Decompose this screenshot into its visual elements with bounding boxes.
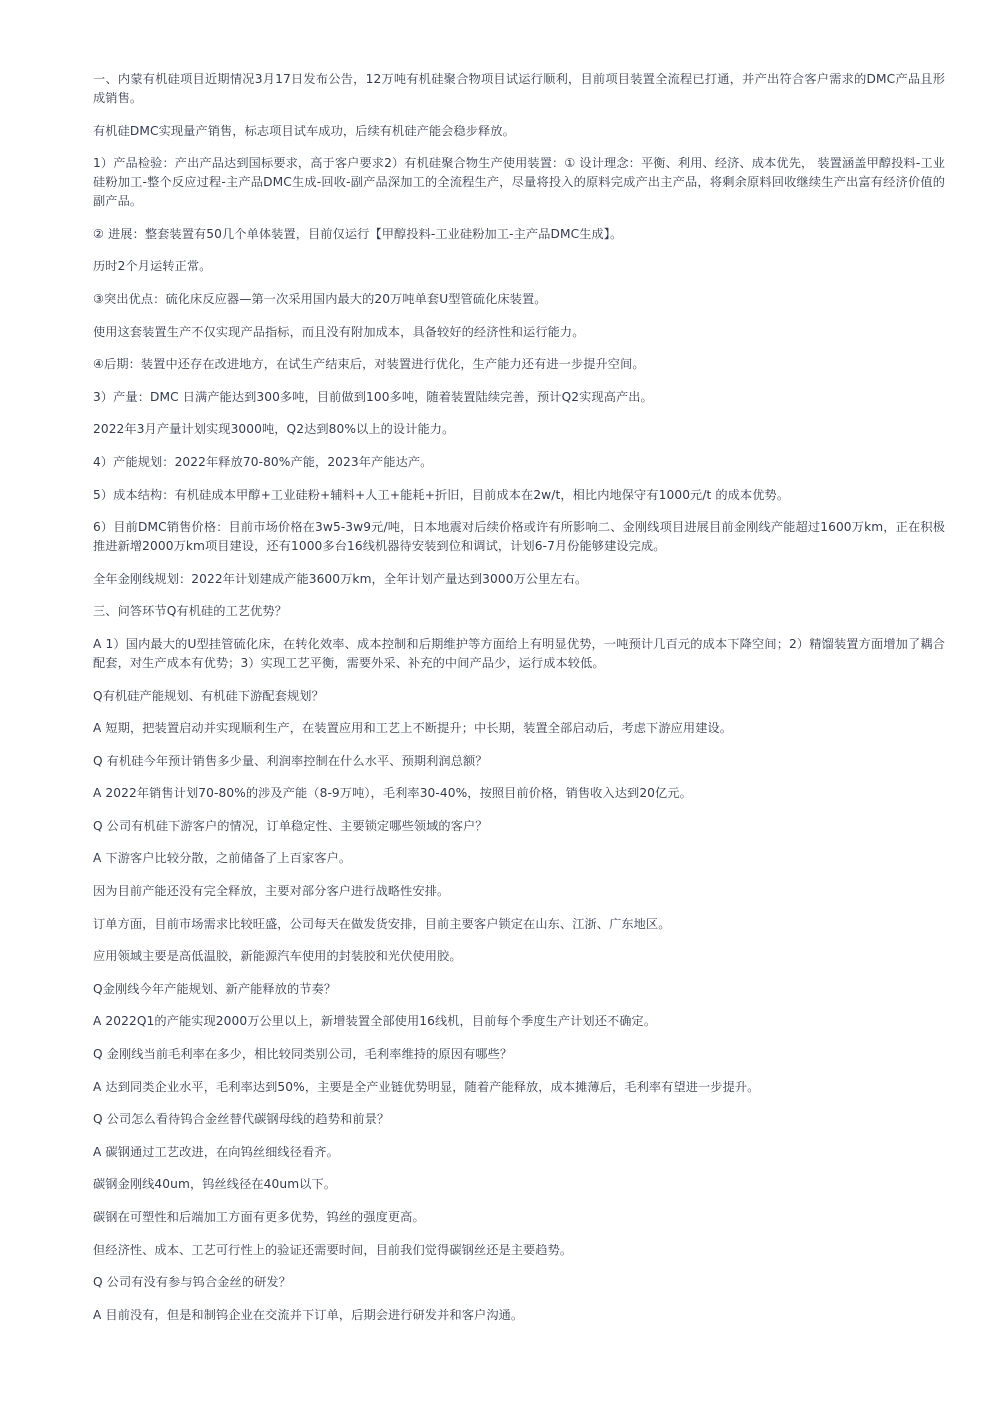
question-paragraph: Q金刚线今年产能规划、新产能释放的节奏？ bbox=[93, 981, 337, 996]
answer-paragraph: A 2022年销售计划70-80%的涉及产能（8-9万吨），毛利率30-40%，按照目前价格，销售收入达到20亿元。 bbox=[93, 786, 692, 801]
answer-paragraph: A 目前没有，但是和制钨企业在交流并下订单，后期会进行研发并和客户沟通。 bbox=[93, 1307, 524, 1322]
paragraph: ③突出优点：硫化床反应器—第一次采用国内最大的20万吨单套U型管硫化床装置。 bbox=[93, 291, 547, 306]
paragraph: 3）产量：DMC 日满产能达到300多吨，目前做到100多吨，随着装置陆续完善，预计Q2实现高产出。 bbox=[93, 389, 653, 404]
paragraph: 因为目前产能还没有完全释放，主要对部分客户进行战略性安排。 bbox=[93, 884, 450, 899]
question-paragraph: Q 公司有没有参与钨合金丝的研发？ bbox=[93, 1275, 291, 1290]
question-paragraph: Q有机硅产能规划、有机硅下游配套规划？ bbox=[93, 688, 324, 703]
paragraph: 碳钢金刚线40um，钨丝线径在40um以下。 bbox=[93, 1177, 337, 1192]
question-paragraph: Q 金刚线当前毛利率在多少，相比较同类别公司，毛利率维持的原因有哪些？ bbox=[93, 1047, 513, 1062]
question-paragraph: Q 有机硅今年预计销售多少量、利润率控制在什么水平、预期利润总额？ bbox=[93, 753, 488, 768]
paragraph: 使用这套装置生产不仅实现产品指标，而且没有附加成本，具备较好的经济性和运行能力。 bbox=[93, 324, 585, 339]
answer-paragraph: A 碳钢通过工艺改进，在向钨丝细线径看齐。 bbox=[93, 1144, 339, 1159]
document-body bbox=[93, 70, 945, 1338]
paragraph: 碳钢在可塑性和后端加工方面有更多优势，钨丝的强度更高。 bbox=[93, 1210, 425, 1224]
answer-paragraph: A 短期，把装置启动并实现顺利生产，在装置应用和工艺上不断提升；中长期，装置全部启动后，考虑下游应用建设。 bbox=[93, 721, 733, 736]
paragraph: 全年金刚线规划：2022年计划建成产能3600万km，全年计划产量达到3000万公里左右。 bbox=[93, 571, 588, 586]
answer-paragraph: A 2022Q1的产能实现2000万公里以上，新增装置全部使用16线机，目前每个季度生产计划还不确定。 bbox=[93, 1014, 657, 1029]
paragraph: 应用领域主要是高低温胶，新能源汽车使用的封装胶和光伏使用胶。 bbox=[93, 949, 462, 964]
paragraph: 有机硅DMC实现量产销售，标志项目试车成功，后续有机硅产能会稳步释放。 bbox=[93, 123, 515, 138]
answer-paragraph: A 达到同类企业水平，毛利率达到50%，主要是全产业链优势明显，随着产能释放，成本摊薄后，毛利率有望进一步提升。 bbox=[93, 1079, 760, 1094]
paragraph: 一、内蒙有机硅项目近期情况3月17日发布公告，12万吨有机硅聚合物项目试运行顺利，目前项目装置全流程已打通，并产出符合客户需求的DMC产品且形成销售。 bbox=[93, 72, 945, 105]
paragraph: 但经济性、成本、工艺可行性上的验证还需要时间，目前我们觉得碳钢丝还是主要趋势。 bbox=[93, 1242, 573, 1257]
paragraph: ④后期：装置中还存在改进地方，在试生产结束后，对装置进行优化，生产能力还有进一步提升空间。 bbox=[93, 357, 645, 372]
question-paragraph: Q 公司怎么看待钨合金丝替代碳钢母线的趋势和前景？ bbox=[93, 1112, 390, 1127]
paragraph: 4）产能规划：2022年释放70-80%产能，2023年产能达产。 bbox=[93, 454, 433, 469]
answer-paragraph: A 1）国内最大的U型挂管硫化床，在转化效率、成本控制和后期维护等方面给上有明显优势，一吨预计几百元的成本下降空间；2）精馏装置方面增加了耦合配套，对生产成本有优势；3）实现工艺平衡，需要外采、补充的中间产品少，运行成本较低。 bbox=[93, 636, 945, 670]
answer-paragraph: A 下游客户比较分散，之前储备了上百家客户。 bbox=[93, 851, 352, 866]
paragraph: 5）成本结构：有机硅成本甲醇+工业硅粉+辅料+人工+能耗+折旧，目前成本在2w/t，相比内地保守有1000元/t 的成本优势。 bbox=[93, 487, 790, 502]
paragraph: ② 进展：整套装置有50几个单体装置，目前仅运行【甲醇投料-工业硅粉加工-主产品DMC生成】。 bbox=[93, 226, 623, 241]
question-paragraph: Q 公司有机硅下游客户的情况，订单稳定性、主要锁定哪些领域的客户？ bbox=[93, 818, 488, 833]
paragraph: 1）产品检验：产出产品达到国标要求，高于客户要求2）有机硅聚合物生产使用装置：① 设计理念：平衡、利用、经济、成本优先， 装置涵盖甲醇投料-工业硅粉加工-整个反应过程-主产品DMC生成-回收-副产品深加工的全流程生产，尽量将投入的原料完成产出主产品，将剩余原料回收继续生产出富有经济价值的副产品。 bbox=[93, 156, 945, 209]
paragraph: 历时2个月运转正常。 bbox=[93, 259, 212, 274]
paragraph: 6）目前DMC销售价格：目前市场价格在3w5-3w9元/吨，日本地震对后续价格或许有所影响二、金刚线项目进展目前金刚线产能超过1600万km，正在积极推进新增2000万km项目建设，还有1000多台16线机器待安装到位和调试，计划6-7月份能够建设完成。 bbox=[93, 520, 945, 554]
section-heading: 三、问答环节Q有机硅的工艺优势？ bbox=[93, 604, 288, 619]
paragraph: 订单方面，目前市场需求比较旺盛，公司每天在做发货安排，目前主要客户锁定在山东、江浙、广东地区。 bbox=[93, 916, 671, 931]
paragraph: 2022年3月产量计划实现3000吨，Q2达到80%以上的设计能力。 bbox=[93, 422, 455, 437]
